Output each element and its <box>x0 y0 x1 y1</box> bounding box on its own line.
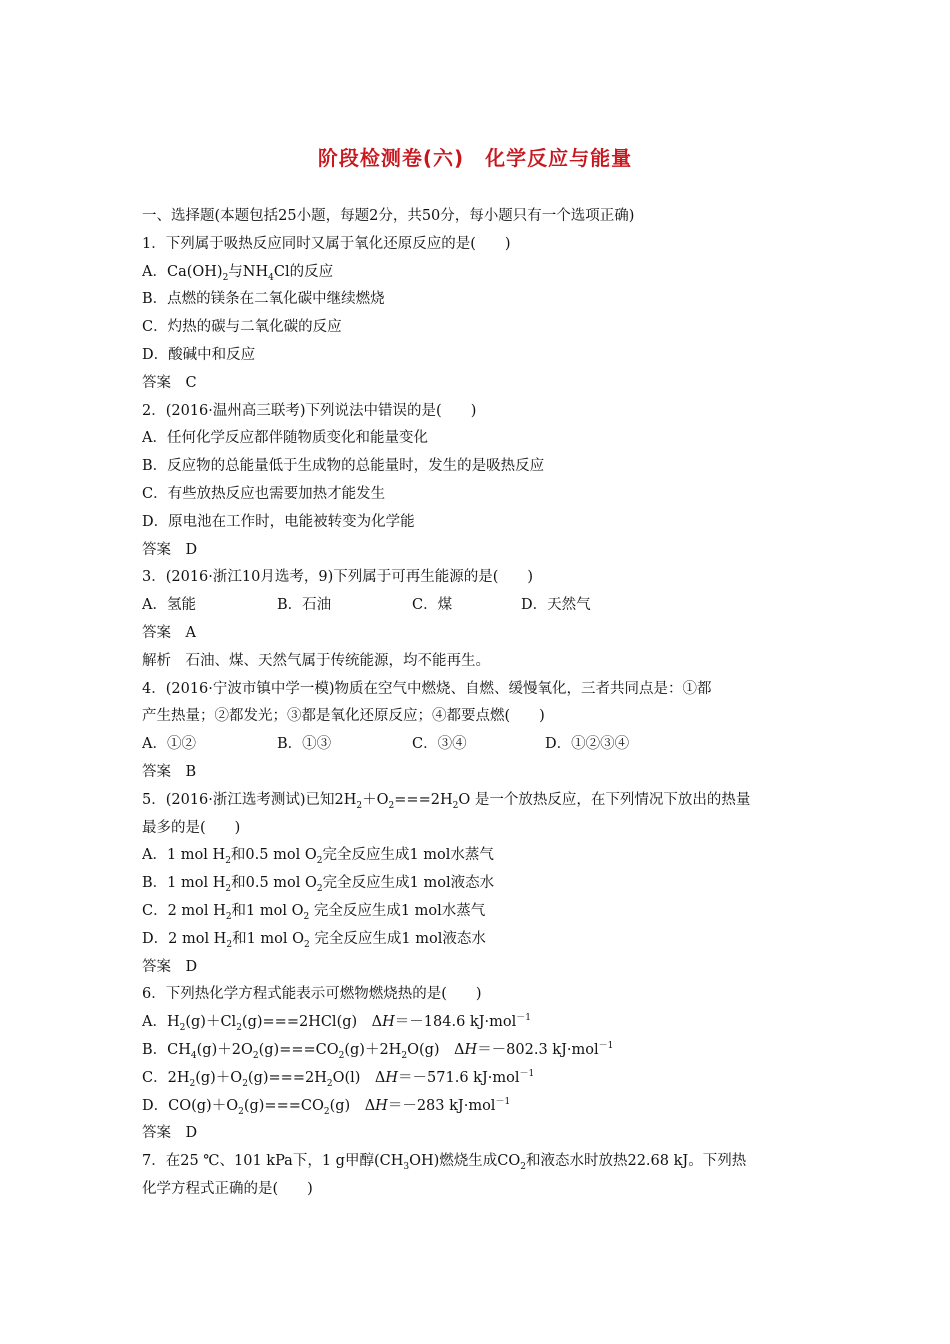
q6-option-c: C．$2H_2(g)+O_2(g)===2H_2O(l)$ ΔH＝－571.6 kJ·mol$^{-1}$ <box>142 1068 535 1089</box>
q2-stem: 2．(2016·温州高三联考)下列说法中错误的是( ) <box>142 402 477 419</box>
q5-answer: 答案 D <box>142 958 198 975</box>
q2-option-d: D．原电池在工作时，电能被转变为化学能 <box>142 513 415 530</box>
q4-option-a: A．①② <box>142 736 196 753</box>
q3-options <box>142 592 812 620</box>
q2-option-a: A．任何化学反应都伴随物质变化和能量变化 <box>142 430 428 447</box>
q1-stem: 1．下列属于吸热反应同时又属于氧化还原反应的是( ) <box>142 235 511 252</box>
page-title: 阶段检测卷(六) 化学反应与能量 <box>317 146 633 170</box>
q3-analysis: 解析 石油、煤、天然气属于传统能源，均不能再生。 <box>142 652 490 669</box>
q3-answer: 答案 A <box>142 624 196 641</box>
q5-option-a: A．1 mol $H_2$和0.5 mol $O_2$完全反应生成1 mol水蒸气 <box>142 847 494 867</box>
q7-stem-line1: 7．在25 ℃、101 kPa下，1 g甲醇$(CH_3OH)$燃烧生成$CO_2$和液态水时放热22.68 kJ。下列热 <box>142 1153 747 1172</box>
q5-stem-line2: 最多的是( ) <box>142 819 241 836</box>
q4-answer: 答案 B <box>142 763 197 780</box>
q4-option-b: B．①③ <box>277 736 332 753</box>
q2-option-b: B．反应物的总能量低于生成物的总能量时，发生的是吸热反应 <box>142 458 545 475</box>
q3-option-c: C．煤 <box>412 597 453 614</box>
q4-option-c: C．③④ <box>412 736 467 753</box>
q3-option-a: A．氢能 <box>142 597 196 614</box>
q2-option-c: C．有些放热反应也需要加热才能发生 <box>142 485 386 502</box>
q3-stem: 3．(2016·浙江10月选考，9)下列属于可再生能源的是( ) <box>142 569 534 586</box>
q1-option-b: B．点燃的镁条在二氧化碳中继续燃烧 <box>142 291 385 308</box>
q6-stem: 6．下列热化学方程式能表示可燃物燃烧热的是( ) <box>142 986 482 1003</box>
q6-option-d: D．$CO(g)+O_2(g)===CO_2(g)$ ΔH＝－283 kJ·mol$^{-1}$ <box>142 1096 511 1117</box>
q1-option-d: D．酸碱中和反应 <box>142 346 256 363</box>
section-header: 一、选择题(本题包括25小题，每题2分，共50分，每小题只有一个选项正确) <box>142 208 635 224</box>
q1-option-c: C．灼热的碳与二氧化碳的反应 <box>142 319 342 336</box>
q1-answer: 答案 C <box>142 374 197 391</box>
q5-stem-line1: 5．(2016·浙江选考测试)已知$2H_2+O_2===2H_2O$ 是一个放热反应，在下列情况下放出的热量 <box>142 791 751 811</box>
q7-stem-line2: 化学方程式正确的是( ) <box>142 1180 313 1197</box>
q1-option-a: A．$Ca(OH)_2$与$NH_4Cl$的反应 <box>142 263 334 283</box>
q3-option-d: D．天然气 <box>521 597 591 614</box>
q4-stem-line1: 4．(2016·宁波市镇中学一模)物质在空气中燃烧、自燃、缓慢氧化，三者共同点是：①都 <box>142 680 712 697</box>
q3-option-b: B．石油 <box>277 597 332 614</box>
question-content <box>142 203 812 1204</box>
q4-option-d: D．①②③④ <box>545 736 630 753</box>
q5-option-c: C．2 mol $H_2$和1 mol $O_2$ 完全反应生成1 mol水蒸气 <box>142 902 486 922</box>
q2-answer: 答案 D <box>142 541 198 558</box>
q5-option-d: D．2 mol $H_2$和1 mol $O_2$ 完全反应生成1 mol液态水 <box>142 930 486 950</box>
q5-option-b: B．1 mol $H_2$和0.5 mol $O_2$完全反应生成1 mol液态水 <box>142 875 495 895</box>
q6-answer: 答案 D <box>142 1125 198 1142</box>
q6-option-a: A．$H_2(g)+Cl_2(g)===2HCl(g)$ ΔH＝－184.6 kJ·mol$^{-1}$ <box>142 1013 531 1033</box>
q4-options <box>142 731 812 759</box>
q6-option-b: B．$CH_4(g)+2O_2(g)===CO_2(g)+2H_2O(g)$ ΔH＝－802.3 kJ·mol$^{-1}$ <box>142 1041 614 1061</box>
q4-stem-line2: 产生热量；②都发光；③都是氧化还原反应；④都要点燃( ) <box>142 708 545 725</box>
